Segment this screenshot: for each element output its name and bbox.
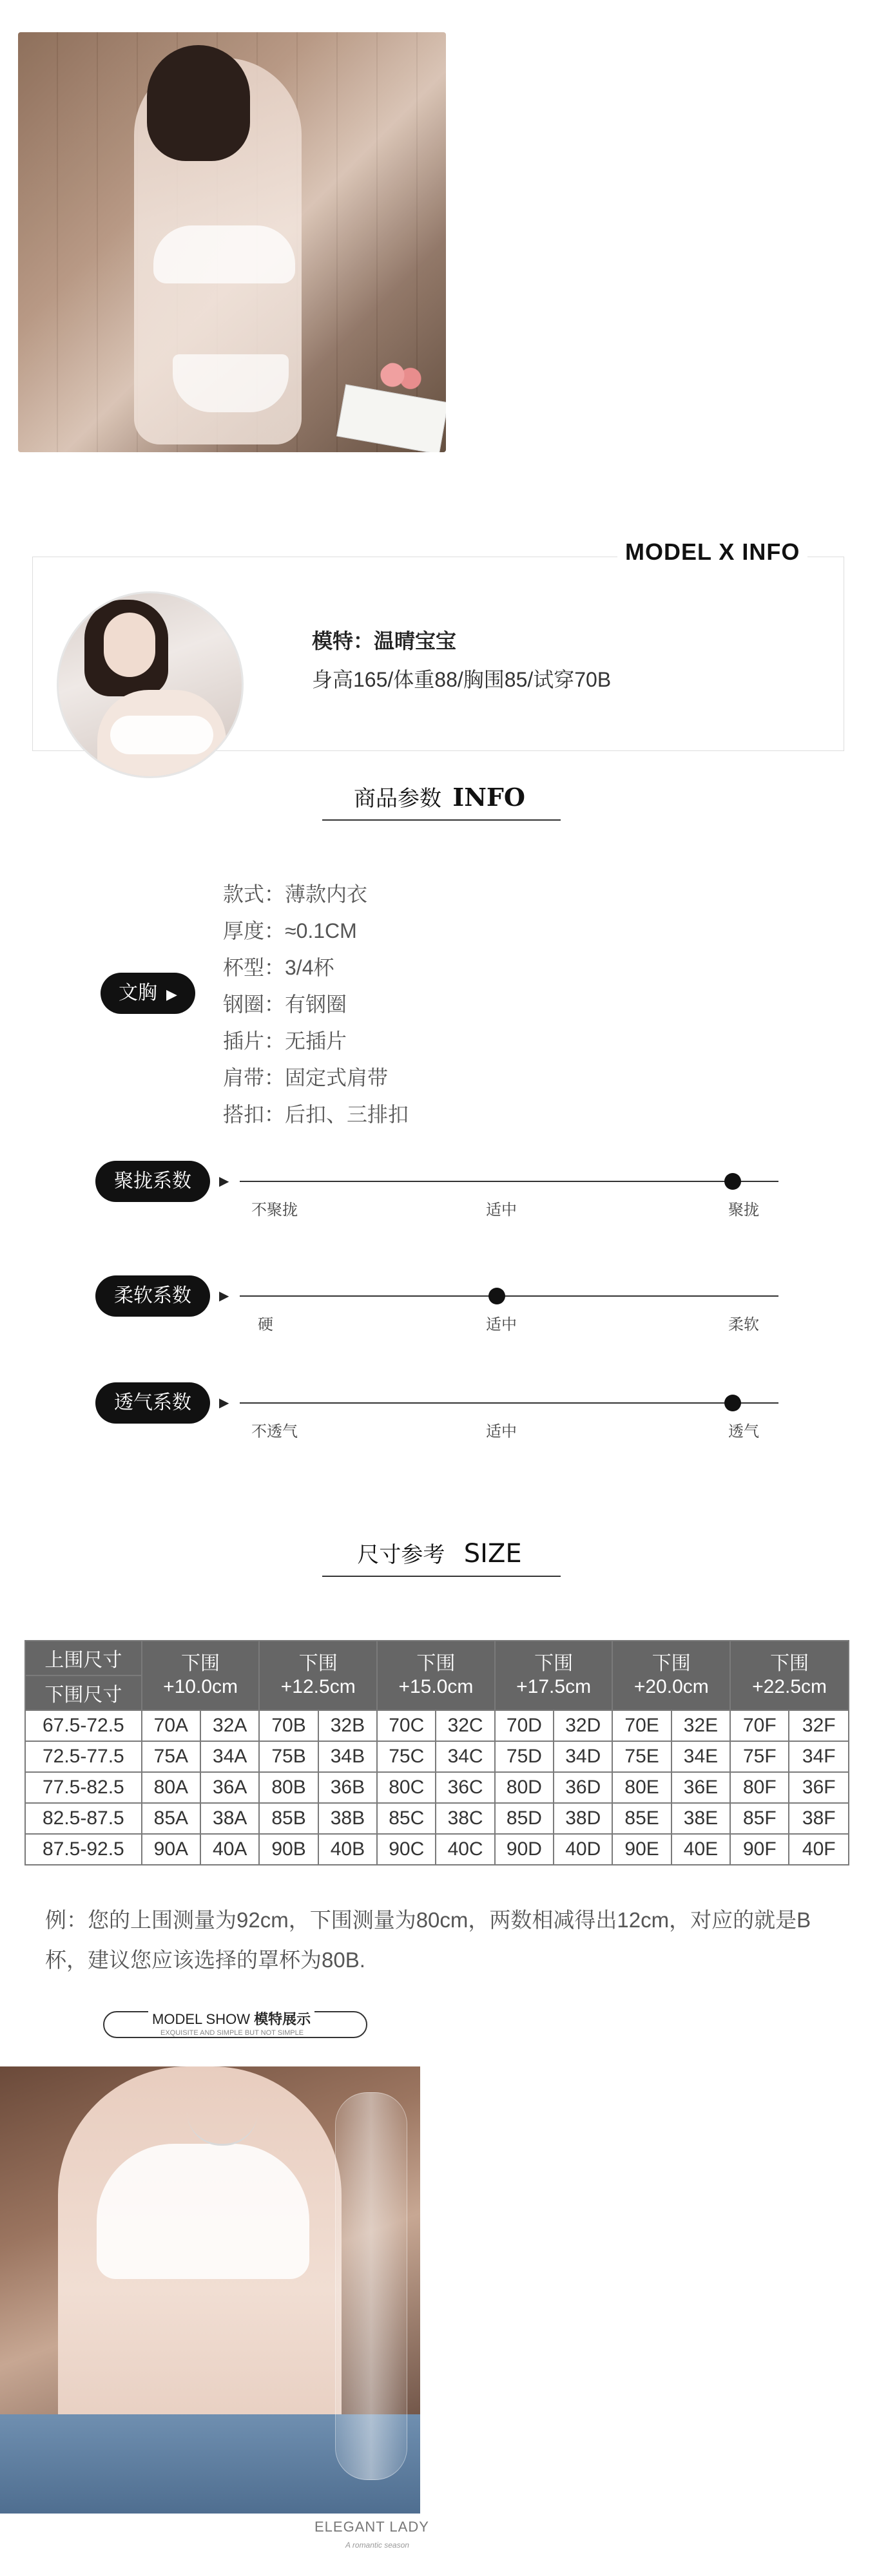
param-insert: 插片：无插片 xyxy=(223,1029,347,1053)
product-info-heading-underline xyxy=(322,819,561,821)
slider-pushup-tick-mid: 适中 xyxy=(486,1201,517,1219)
size-cell: 34B xyxy=(318,1741,377,1772)
model-show-title-en: MODEL SHOW xyxy=(152,2011,250,2027)
model-show-photo-bra xyxy=(97,2144,309,2279)
size-cell: 85C xyxy=(377,1803,436,1834)
upper-bust-range: 72.5-77.5 xyxy=(25,1741,142,1772)
size-cell: 80F xyxy=(730,1772,789,1803)
size-cell: 90B xyxy=(259,1834,318,1865)
size-cell: 80D xyxy=(495,1772,554,1803)
param-strap: 肩带：固定式肩带 xyxy=(223,1066,389,1089)
column-header-label: 下围 xyxy=(770,1653,809,1674)
size-cell: 36F xyxy=(789,1772,849,1803)
param-cup-type: 杯型：3/4杯 xyxy=(223,956,334,979)
hero-photo-bra xyxy=(153,225,295,283)
column-header-value: +10.0cm xyxy=(163,1676,238,1697)
model-stats: 身高165/体重88/胸围85/试穿70B xyxy=(312,668,612,691)
slider-pushup-label: 聚拢系数 xyxy=(114,1170,191,1192)
size-cell: 40C xyxy=(436,1834,494,1865)
size-cell: 90F xyxy=(730,1834,789,1865)
column-header-value: +22.5cm xyxy=(752,1676,827,1697)
product-info-heading-cn: 商品参数 xyxy=(353,787,441,811)
column-header xyxy=(612,1641,730,1710)
column-header-value: +15.0cm xyxy=(398,1676,474,1697)
size-cell: 75A xyxy=(142,1741,200,1772)
model-show-photo-glass xyxy=(335,2092,407,2480)
column-header-value: +17.5cm xyxy=(516,1676,592,1697)
header-under-bust: 下围尺寸 xyxy=(25,1675,142,1710)
model-show-title xyxy=(148,2008,314,2028)
header-upper-bust: 上围尺寸 xyxy=(25,1641,142,1675)
size-cell: 85D xyxy=(495,1803,554,1834)
size-cell: 40E xyxy=(671,1834,730,1865)
size-cell: 36C xyxy=(436,1772,494,1803)
product-info-heading-en: INFO xyxy=(452,783,526,812)
upper-bust-range: 87.5-92.5 xyxy=(25,1834,142,1865)
slider-breathability-arrow-icon: ▶ xyxy=(219,1396,229,1410)
upper-bust-range: 77.5-82.5 xyxy=(25,1772,142,1803)
param-clasp: 搭扣：后扣、三排扣 xyxy=(223,1103,409,1126)
size-cell: 34E xyxy=(671,1741,730,1772)
size-cell: 80B xyxy=(259,1772,318,1803)
size-cell: 70C xyxy=(377,1710,436,1741)
model-name: 模特：温晴宝宝 xyxy=(312,629,457,653)
size-cell: 36E xyxy=(671,1772,730,1803)
size-cell: 90D xyxy=(495,1834,554,1865)
size-cell: 38F xyxy=(789,1803,849,1834)
size-heading-cn: 尺寸参考 xyxy=(357,1543,445,1567)
column-header-label: 下围 xyxy=(652,1653,691,1674)
size-cell: 34C xyxy=(436,1741,494,1772)
slider-pushup-pill xyxy=(95,1161,210,1202)
play-triangle-icon: ▶ xyxy=(166,986,177,1002)
column-header xyxy=(142,1641,260,1710)
size-cell: 75E xyxy=(612,1741,671,1772)
size-table-body xyxy=(25,1710,849,1865)
size-cell: 80E xyxy=(612,1772,671,1803)
slider-breathability-label: 透气系数 xyxy=(114,1392,191,1413)
size-cell: 34D xyxy=(554,1741,612,1772)
table-row xyxy=(25,1803,849,1834)
category-pill-label: 文胸 xyxy=(119,982,157,1004)
slider-softness-tick-high: 柔软 xyxy=(728,1316,759,1333)
size-cell: 32D xyxy=(554,1710,612,1741)
size-cell: 40D xyxy=(554,1834,612,1865)
size-heading-underline xyxy=(322,1576,561,1577)
size-cell: 40A xyxy=(200,1834,259,1865)
upper-bust-range: 67.5-72.5 xyxy=(25,1710,142,1741)
column-header-value: +20.0cm xyxy=(633,1676,709,1697)
size-cell: 80C xyxy=(377,1772,436,1803)
slider-softness-arrow-icon: ▶ xyxy=(219,1289,229,1303)
size-cell: 70D xyxy=(495,1710,554,1741)
size-cell: 40B xyxy=(318,1834,377,1865)
size-cell: 32C xyxy=(436,1710,494,1741)
size-cell: 85F xyxy=(730,1803,789,1834)
size-cell: 34F xyxy=(789,1741,849,1772)
size-cell: 90E xyxy=(612,1834,671,1865)
slider-softness-track xyxy=(240,1295,778,1297)
size-cell: 32E xyxy=(671,1710,730,1741)
column-header xyxy=(377,1641,495,1710)
hero-photo-flowers xyxy=(379,361,424,396)
slider-breathability-tick-mid: 适中 xyxy=(486,1423,517,1440)
slider-breathability-tick-low: 不透气 xyxy=(251,1423,298,1440)
slider-softness-label: 柔软系数 xyxy=(114,1285,191,1306)
size-cell: 38A xyxy=(200,1803,259,1834)
column-header xyxy=(730,1641,849,1710)
slider-pushup-track xyxy=(240,1181,778,1182)
size-cell: 32A xyxy=(200,1710,259,1741)
size-example-note: 例：您的上围测量为92cm，下围测量为80cm，两数相减得出12cm，对应的就是B杯，建议您应该选择的罩杯为80B. xyxy=(45,1908,811,1972)
model-show-subtitle: EXQUISITE AND SIMPLE BUT NOT SIMPLE xyxy=(158,2029,306,2037)
model-info-title: MODEL X INFO xyxy=(617,539,807,566)
slider-softness-dot xyxy=(488,1288,505,1304)
size-cell: 85B xyxy=(259,1803,318,1834)
slider-softness-tick-mid: 适中 xyxy=(486,1316,517,1333)
slider-pushup-arrow-icon: ▶ xyxy=(219,1174,229,1188)
table-row xyxy=(25,1710,849,1741)
size-cell: 38B xyxy=(318,1803,377,1834)
column-header-value: +12.5cm xyxy=(280,1676,356,1697)
size-cell: 32B xyxy=(318,1710,377,1741)
size-cell: 32F xyxy=(789,1710,849,1741)
size-cell: 75B xyxy=(259,1741,318,1772)
size-cell: 75F xyxy=(730,1741,789,1772)
slider-pushup-dot xyxy=(724,1173,741,1190)
avatar-bra xyxy=(110,716,213,754)
table-row xyxy=(25,1834,849,1865)
hero-photo xyxy=(18,32,446,452)
size-cell: 85E xyxy=(612,1803,671,1834)
size-cell: 70B xyxy=(259,1710,318,1741)
model-avatar xyxy=(57,591,244,778)
size-cell: 40F xyxy=(789,1834,849,1865)
size-cell: 70A xyxy=(142,1710,200,1741)
param-thickness: 厚度：≈0.1CM xyxy=(223,919,357,942)
size-cell: 36A xyxy=(200,1772,259,1803)
model-show-photo xyxy=(0,2066,420,2514)
hero-photo-hair xyxy=(147,45,250,161)
size-table-header-row-1 xyxy=(25,1641,849,1675)
slider-breathability-dot xyxy=(724,1395,741,1411)
size-heading-en: SIZE xyxy=(463,1539,522,1569)
slider-softness-tick-low: 硬 xyxy=(258,1316,273,1333)
column-header-label: 下围 xyxy=(298,1653,338,1674)
product-info-heading xyxy=(0,781,879,812)
size-cell: 70F xyxy=(730,1710,789,1741)
size-cell: 36B xyxy=(318,1772,377,1803)
size-cell: 38D xyxy=(554,1803,612,1834)
hero-photo-briefs xyxy=(173,354,289,412)
size-cell: 90A xyxy=(142,1834,200,1865)
avatar-face xyxy=(104,613,155,677)
column-header-label: 下围 xyxy=(416,1653,456,1674)
size-cell: 75D xyxy=(495,1741,554,1772)
size-cell: 85A xyxy=(142,1803,200,1834)
upper-bust-range: 82.5-87.5 xyxy=(25,1803,142,1834)
slider-breathability-tick-high: 透气 xyxy=(728,1423,759,1440)
table-row xyxy=(25,1741,849,1772)
elegant-lady-title: ELEGANT LADY xyxy=(314,2519,429,2535)
param-underwire: 钢圈：有钢圈 xyxy=(223,993,347,1016)
size-cell: 70E xyxy=(612,1710,671,1741)
column-header-label: 下围 xyxy=(534,1653,574,1674)
size-cell: 34A xyxy=(200,1741,259,1772)
size-cell: 75C xyxy=(377,1741,436,1772)
slider-softness-pill xyxy=(95,1275,210,1317)
size-cell: 90C xyxy=(377,1834,436,1865)
slider-pushup-tick-low: 不聚拢 xyxy=(251,1201,298,1219)
size-cell: 38C xyxy=(436,1803,494,1834)
slider-breathability-track xyxy=(240,1402,778,1404)
column-header xyxy=(495,1641,613,1710)
slider-pushup-tick-high: 聚拢 xyxy=(728,1201,759,1219)
size-cell: 38E xyxy=(671,1803,730,1834)
size-heading xyxy=(0,1537,879,1569)
size-cell: 36D xyxy=(554,1772,612,1803)
slider-breathability-pill xyxy=(95,1382,210,1424)
category-pill xyxy=(101,973,195,1014)
column-header xyxy=(259,1641,377,1710)
model-show-title-cn: 模特展示 xyxy=(254,2011,311,2027)
column-header-label: 下围 xyxy=(181,1653,220,1674)
param-list xyxy=(223,876,409,1133)
elegant-lady-subtitle: A romantic season xyxy=(345,2541,409,2550)
size-cell: 80A xyxy=(142,1772,200,1803)
table-row xyxy=(25,1772,849,1803)
param-style: 款式：薄款内衣 xyxy=(223,883,368,906)
size-table xyxy=(24,1640,849,1865)
